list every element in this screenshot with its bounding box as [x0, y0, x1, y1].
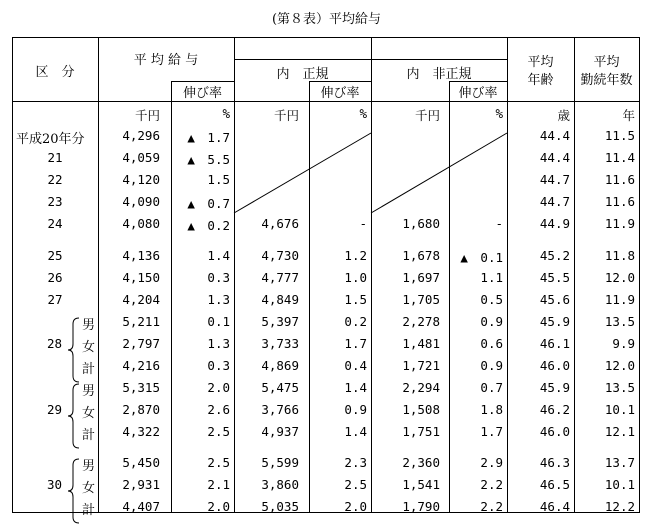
- header-kubun: 区 分: [35, 65, 75, 80]
- cell-seiki-growth: 1.0: [344, 270, 367, 285]
- cell-tenure: 11.9: [604, 292, 635, 307]
- row-label: 男: [82, 459, 96, 474]
- cell-seiki-growth: 2.5: [344, 477, 367, 492]
- cell-seiki-pay: 3,860: [261, 477, 299, 492]
- cell-pay: 4,296: [122, 128, 160, 143]
- cell-growth: ▲ 0.2: [187, 218, 230, 233]
- cell-tenure: 12.1: [604, 424, 635, 439]
- cell-growth: 2.0: [207, 380, 230, 395]
- cell-tenure: 13.5: [604, 380, 635, 395]
- row-label: 女: [82, 340, 96, 355]
- cell-seiki-growth: -: [359, 216, 367, 231]
- group-brace: [67, 383, 81, 449]
- cell-hiseiki-pay: 2,278: [402, 314, 440, 329]
- group-brace-path: [68, 459, 79, 523]
- header-avg-tenure-1: 平均: [593, 55, 620, 70]
- group-brace: [67, 458, 81, 524]
- cell-tenure: 11.9: [604, 216, 635, 231]
- cell-hiseiki-growth: 2.2: [480, 477, 503, 492]
- cell-hiseiki-pay: 1,721: [402, 358, 440, 373]
- cell-pay: 4,080: [122, 216, 160, 231]
- cell-seiki-growth: 0.9: [344, 402, 367, 417]
- row-label: 平成20年分: [16, 132, 85, 147]
- cell-seiki-pay: 3,733: [261, 336, 299, 351]
- cell-age: 46.3: [539, 455, 570, 470]
- cell-age: 46.1: [539, 336, 570, 351]
- cell-tenure: 11.8: [604, 248, 635, 263]
- cell-age: 45.2: [539, 248, 570, 263]
- group-year-label: 30: [47, 477, 63, 492]
- cell-age: 45.9: [539, 314, 570, 329]
- seiki-na-line: [234, 133, 371, 213]
- cell-seiki-pay: 4,937: [261, 424, 299, 439]
- group-brace: [67, 317, 81, 383]
- cell-pay: 4,150: [122, 270, 160, 285]
- cell-seiki-pay: 5,599: [261, 455, 299, 470]
- table-caption: (第８表）平均給与: [271, 12, 382, 27]
- cell-growth: 2.5: [207, 455, 230, 470]
- header-hiseiki-growth: 伸び率: [458, 86, 498, 101]
- cell-pay: 4,090: [122, 194, 160, 209]
- header-subline: [234, 59, 507, 60]
- cell-hiseiki-pay: 1,705: [402, 292, 440, 307]
- row-label: 21: [47, 150, 63, 165]
- cell-tenure: 12.2: [604, 499, 635, 514]
- cell-seiki-growth: 0.4: [344, 358, 367, 373]
- cell-age: 45.6: [539, 292, 570, 307]
- cell-pay: 4,136: [122, 248, 160, 263]
- cell-hiseiki-growth: 0.7: [480, 380, 503, 395]
- cell-seiki-pay: 5,035: [261, 499, 299, 514]
- row-label: 女: [82, 481, 96, 496]
- header-seiki: 内 正規: [276, 67, 329, 82]
- cell-pay: 2,797: [122, 336, 160, 351]
- cell-hiseiki-pay: 1,697: [402, 270, 440, 285]
- cell-age: 44.4: [539, 150, 570, 165]
- header-hiseiki: 内 非正規: [406, 67, 472, 82]
- cell-growth: 2.6: [207, 402, 230, 417]
- row-label: 24: [47, 216, 63, 231]
- cell-age: 45.5: [539, 270, 570, 285]
- cell-hiseiki-pay: 1,508: [402, 402, 440, 417]
- cell-hiseiki-pay: 1,751: [402, 424, 440, 439]
- cell-growth: ▲ 0.7: [187, 196, 230, 211]
- cell-growth: 0.3: [207, 270, 230, 285]
- cell-pay: 2,870: [122, 402, 160, 417]
- header-growth: 伸び率: [182, 86, 222, 101]
- row-label: 25: [47, 248, 63, 263]
- cell-seiki-growth: 1.4: [344, 380, 367, 395]
- cell-growth: 0.1: [207, 314, 230, 329]
- row-label: 計: [82, 428, 96, 443]
- cell-age: 46.5: [539, 477, 570, 492]
- cell-tenure: 11.6: [604, 194, 635, 209]
- cell-seiki-pay: 4,849: [261, 292, 299, 307]
- cell-hiseiki-growth: 1.7: [480, 424, 503, 439]
- cell-pay: 4,407: [122, 499, 160, 514]
- cell-hiseiki-growth: 0.9: [480, 314, 503, 329]
- cell-pay: 4,204: [122, 292, 160, 307]
- cell-hiseiki-pay: 1,790: [402, 499, 440, 514]
- group-brace-path: [68, 384, 79, 448]
- cell-tenure: 11.5: [604, 128, 635, 143]
- cell-growth: 1.3: [207, 336, 230, 351]
- cell-growth: 2.5: [207, 424, 230, 439]
- cell-age: 46.2: [539, 402, 570, 417]
- cell-age: 44.9: [539, 216, 570, 231]
- header-avg-age-2: 年齢: [527, 73, 554, 88]
- cell-growth: ▲ 1.7: [187, 130, 230, 145]
- unit-age: 歳: [557, 108, 570, 123]
- cell-tenure: 12.0: [604, 358, 635, 373]
- unit-tenure: 年: [622, 108, 635, 123]
- cell-growth: 1.3: [207, 292, 230, 307]
- unit-seiki-pay: 千円: [273, 108, 299, 123]
- row-label: 22: [47, 172, 63, 187]
- unit-pay: 千円: [134, 108, 160, 123]
- cell-tenure: 12.0: [604, 270, 635, 285]
- cell-seiki-growth: 1.4: [344, 424, 367, 439]
- row-label: 男: [82, 384, 96, 399]
- cell-pay: 4,216: [122, 358, 160, 373]
- unit-hiseiki-pay: 千円: [414, 108, 440, 123]
- cell-seiki-growth: 2.0: [344, 499, 367, 514]
- cell-hiseiki-pay: 1,678: [402, 248, 440, 263]
- cell-hiseiki-pay: 1,541: [402, 477, 440, 492]
- row-label: 男: [82, 318, 96, 333]
- cell-pay: 5,450: [122, 455, 160, 470]
- cell-seiki-pay: 4,777: [261, 270, 299, 285]
- cell-hiseiki-growth: 1.1: [480, 270, 503, 285]
- cell-hiseiki-growth: -: [495, 216, 503, 231]
- cell-seiki-pay: 4,676: [261, 216, 299, 231]
- cell-hiseiki-growth: 0.9: [480, 358, 503, 373]
- group-year-label: 29: [47, 402, 63, 417]
- header-avg-tenure-2: 勤続年数: [580, 73, 633, 88]
- row-label: 27: [47, 292, 63, 307]
- header-avg-pay: 平 均 給 与: [133, 53, 199, 68]
- cell-hiseiki-growth: ▲ 0.1: [460, 250, 503, 265]
- row-label: 23: [47, 194, 63, 209]
- cell-pay: 4,322: [122, 424, 160, 439]
- cell-tenure: 10.1: [604, 402, 635, 417]
- cell-hiseiki-growth: 1.8: [480, 402, 503, 417]
- cell-tenure: 11.6: [604, 172, 635, 187]
- seiki-na-diagonal: [234, 133, 371, 213]
- unit-seiki-growth: %: [359, 106, 367, 121]
- cell-hiseiki-pay: 1,481: [402, 336, 440, 351]
- cell-tenure: 13.5: [604, 314, 635, 329]
- cell-age: 44.7: [539, 194, 570, 209]
- cell-seiki-growth: 0.2: [344, 314, 367, 329]
- cell-growth: 1.4: [207, 248, 230, 263]
- cell-age: 45.9: [539, 380, 570, 395]
- row-label: 女: [82, 406, 96, 421]
- cell-age: 44.7: [539, 172, 570, 187]
- cell-growth: 2.0: [207, 499, 230, 514]
- cell-seiki-pay: 5,397: [261, 314, 299, 329]
- row-label: 計: [82, 503, 96, 518]
- hiseiki-na-line: [371, 133, 507, 213]
- cell-seiki-pay: 3,766: [261, 402, 299, 417]
- cell-hiseiki-pay: 2,360: [402, 455, 440, 470]
- cell-age: 44.4: [539, 128, 570, 143]
- cell-pay: 4,120: [122, 172, 160, 187]
- unit-growth: %: [222, 106, 230, 121]
- cell-age: 46.4: [539, 499, 570, 514]
- average-pay-table: [12, 37, 640, 518]
- cell-age: 46.0: [539, 424, 570, 439]
- cell-growth: 0.3: [207, 358, 230, 373]
- cell-hiseiki-growth: 0.6: [480, 336, 503, 351]
- header-bottom-line: [12, 101, 640, 102]
- header-avg-age-1: 平均: [527, 55, 554, 70]
- group-year-label: 28: [47, 336, 63, 351]
- cell-tenure: 13.7: [604, 455, 635, 470]
- hiseiki-na-diagonal: [371, 133, 507, 213]
- cell-seiki-growth: 1.2: [344, 248, 367, 263]
- table-border-right: [639, 37, 640, 513]
- cell-age: 46.0: [539, 358, 570, 373]
- cell-growth: 1.5: [207, 172, 230, 187]
- cell-growth: 2.1: [207, 477, 230, 492]
- cell-tenure: 9.9: [612, 336, 635, 351]
- row-label: 26: [47, 270, 63, 285]
- group-brace-path: [68, 318, 79, 382]
- unit-hiseiki-growth: %: [495, 106, 503, 121]
- cell-seiki-growth: 2.3: [344, 455, 367, 470]
- cell-seiki-pay: 5,475: [261, 380, 299, 395]
- cell-hiseiki-pay: 2,294: [402, 380, 440, 395]
- cell-growth: ▲ 5.5: [187, 152, 230, 167]
- cell-pay: 5,211: [122, 314, 160, 329]
- header-seiki-growth: 伸び率: [320, 86, 360, 101]
- cell-hiseiki-growth: 2.9: [480, 455, 503, 470]
- cell-seiki-pay: 4,730: [261, 248, 299, 263]
- cell-tenure: 11.4: [604, 150, 635, 165]
- row-label: 計: [82, 362, 96, 377]
- cell-tenure: 10.1: [604, 477, 635, 492]
- cell-pay: 2,931: [122, 477, 160, 492]
- cell-hiseiki-growth: 2.2: [480, 499, 503, 514]
- cell-hiseiki-growth: 0.5: [480, 292, 503, 307]
- cell-seiki-growth: 1.7: [344, 336, 367, 351]
- cell-hiseiki-pay: 1,680: [402, 216, 440, 231]
- cell-seiki-growth: 1.5: [344, 292, 367, 307]
- cell-pay: 5,315: [122, 380, 160, 395]
- cell-pay: 4,059: [122, 150, 160, 165]
- cell-seiki-pay: 4,869: [261, 358, 299, 373]
- table-border-top: [12, 37, 640, 38]
